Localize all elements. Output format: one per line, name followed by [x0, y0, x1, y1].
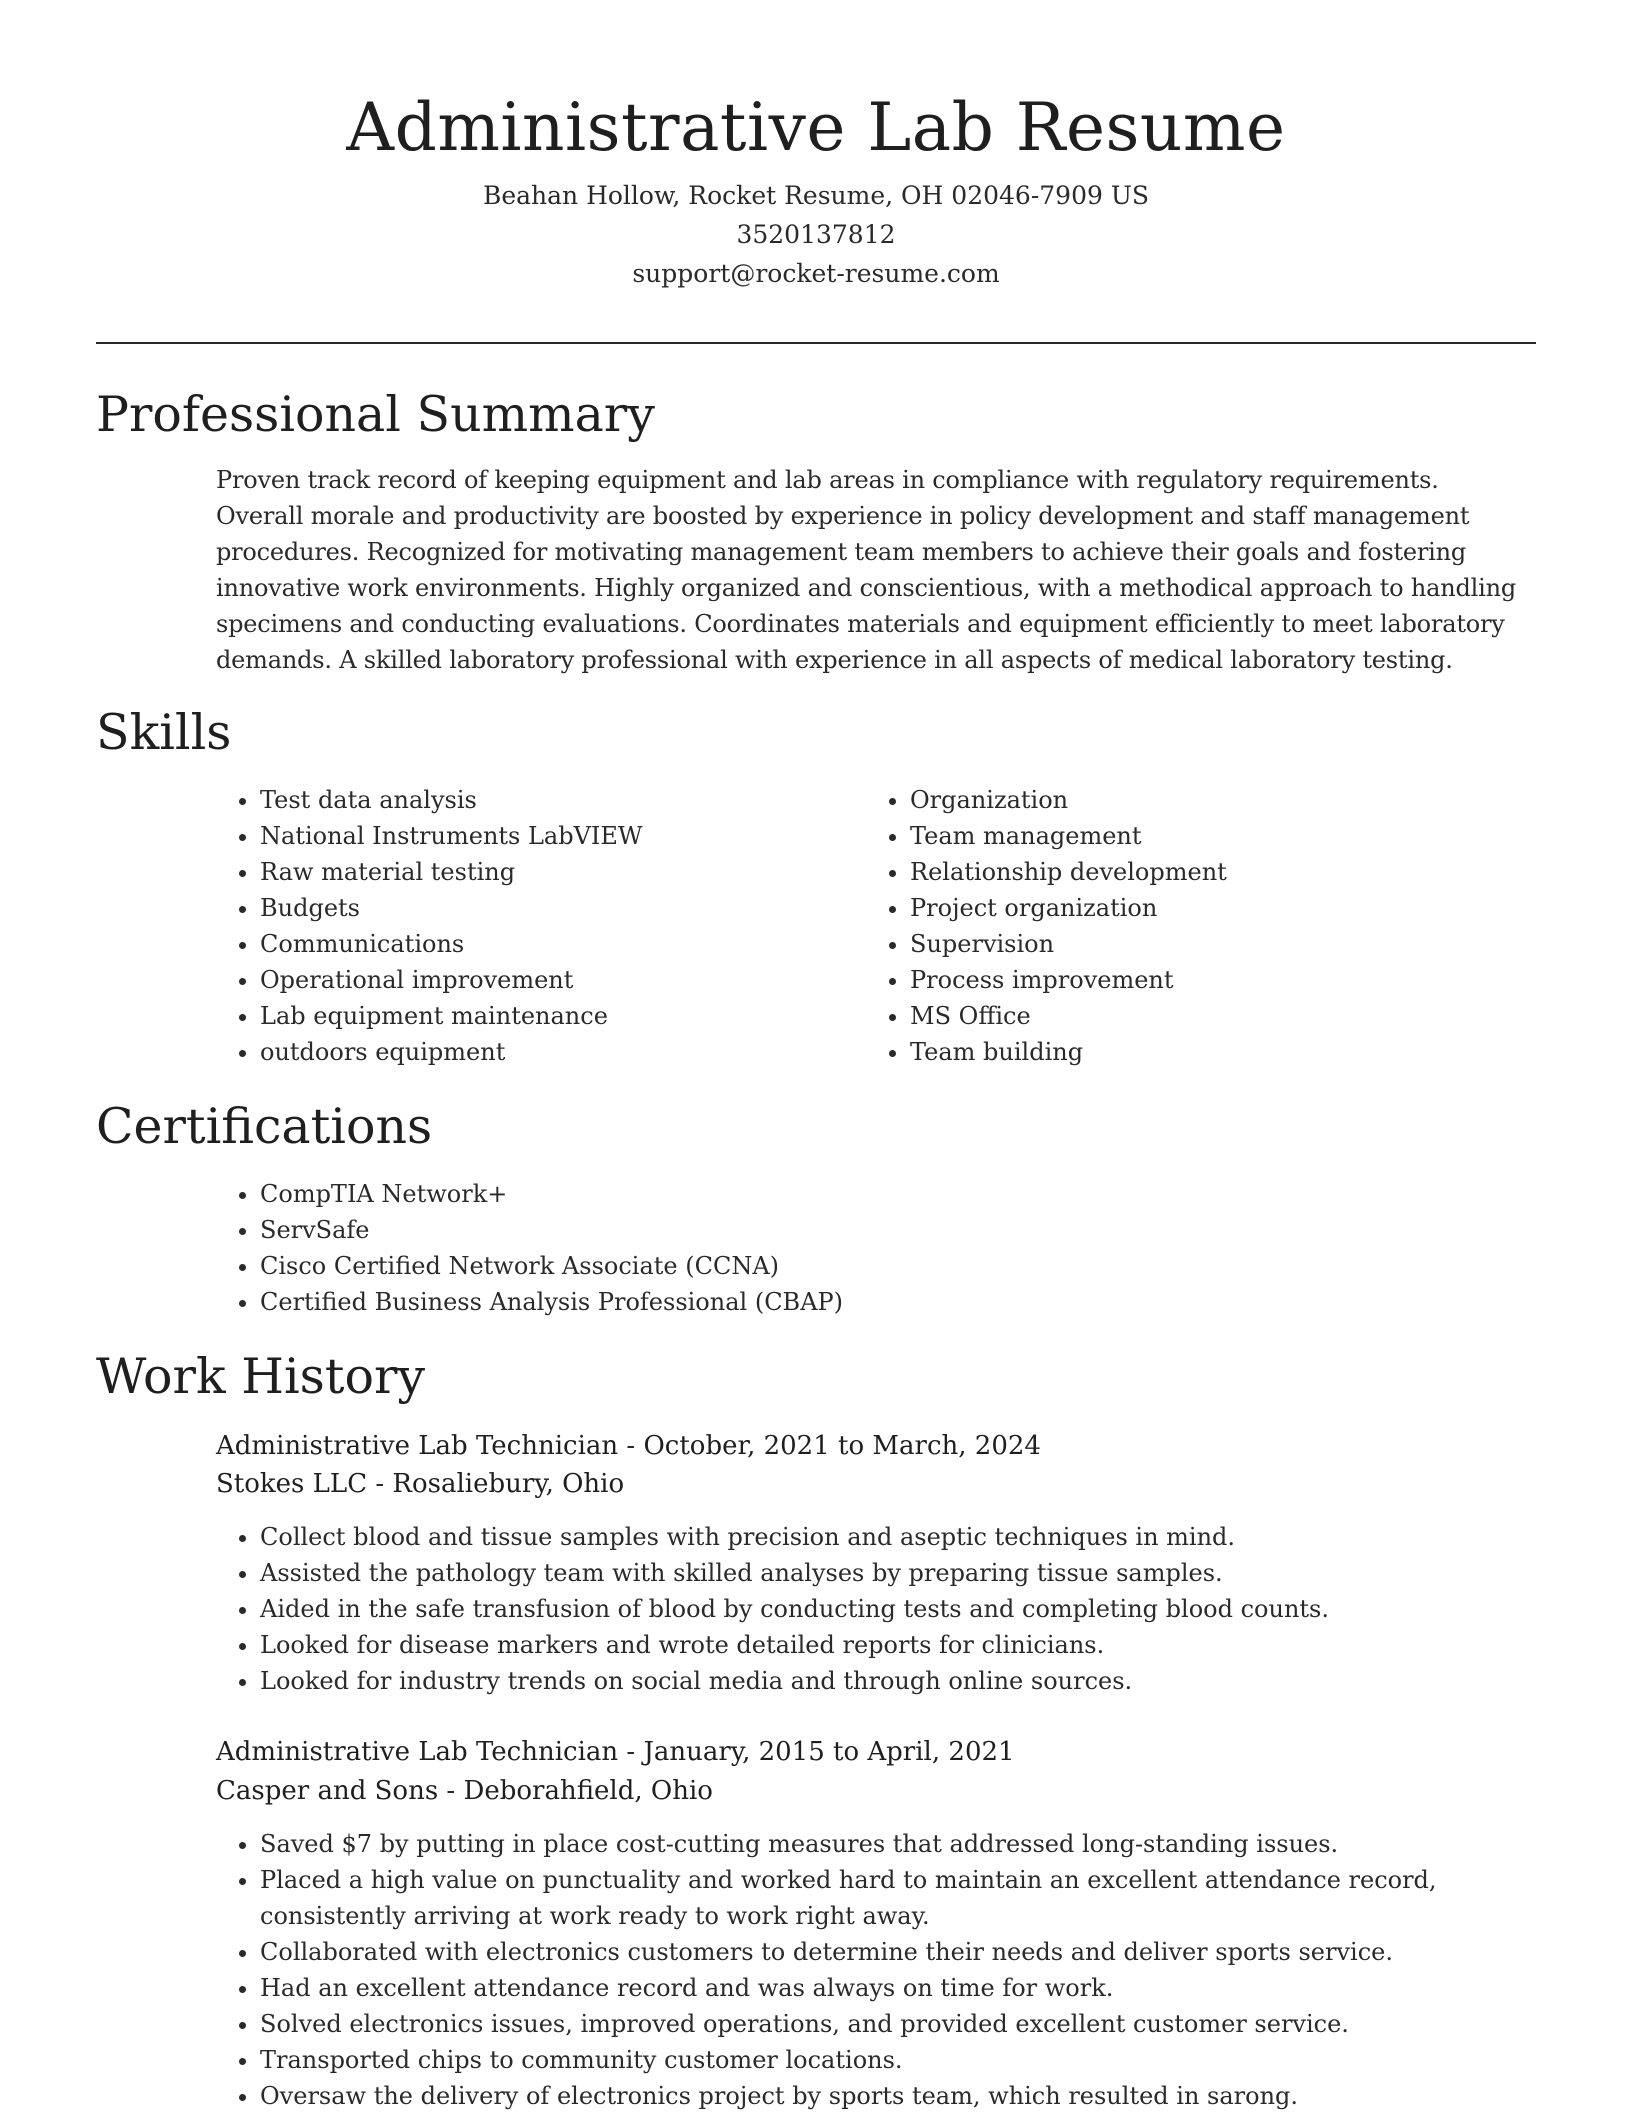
summary-heading: Professional Summary: [96, 386, 655, 443]
job-bullet: • Looked for industry trends on social media and through online sources.: [260, 1663, 1580, 1699]
separator: -: [438, 1776, 464, 1806]
skill-item: • Operational improvement: [260, 962, 820, 998]
job-2-company-line: [216, 1772, 713, 1810]
job-bullet: • Oversaw the delivery of electronics project by sports team, which resulted in sarong.: [260, 2078, 1510, 2114]
skill-item: • Lab equipment maintenance: [260, 998, 820, 1034]
resume-title: Administrative Lab Resume: [346, 89, 1286, 166]
certification-item: • Certified Business Analysis Professional (CBAP): [260, 1284, 1460, 1320]
certification-item: • CompTIA Network+: [260, 1176, 1460, 1212]
certification-item: • ServSafe: [260, 1212, 1460, 1248]
skill-item: • Project organization: [910, 890, 1530, 926]
job-title: Administrative Lab Technician: [216, 1431, 619, 1461]
job-bullet: • Looked for disease markers and wrote detailed reports for clinicians.: [260, 1627, 1580, 1663]
skill-item: • Organization: [910, 782, 1530, 818]
job-bullet: • Aided in the safe transfusion of blood by conducting tests and completing blood counts.: [260, 1591, 1580, 1627]
job-bullet: • Solved electronics issues, improved operations, and provided excellent customer service.: [260, 2006, 1510, 2042]
company-name: Stokes LLC: [216, 1469, 368, 1499]
job-bullet: • Collaborated with electronics customers to determine their needs and deliver sports service.: [260, 1934, 1510, 1970]
company-location: Rosaliebury, Ohio: [392, 1469, 625, 1499]
job-1-company-line: [216, 1465, 624, 1503]
company-location: Deborahfield, Ohio: [463, 1776, 713, 1806]
skill-item: • National Instruments LabVIEW: [260, 818, 820, 854]
job-2-bullets: [216, 1826, 1510, 2114]
email: support@rocket-resume.com: [632, 259, 1000, 288]
job-1-title-line: [216, 1427, 1041, 1465]
job-title: Administrative Lab Technician: [216, 1737, 619, 1767]
skills-list-right: [866, 782, 1530, 1070]
contact-info: [96, 176, 1536, 293]
skill-item: • Raw material testing: [260, 854, 820, 890]
skill-item: • Budgets: [260, 890, 820, 926]
skill-item: • MS Office: [910, 998, 1530, 1034]
phone: 3520137812: [736, 220, 896, 249]
summary-text: Proven track record of keeping equipment and lab areas in compliance with regulatory requirements. Overall morale and productivity are boosted by experience in policy development and staff management procedures. Recognized for motivating management team members to achieve their goals and fostering innovative work environments. Highly organized and conscientious, with a methodical approach to handling specimens and conducting evaluations. Coordinates materials and equipment efficiently to meet laboratory demands. A skilled laboratory professional with experience in all aspects of medical laboratory testing.: [216, 466, 1516, 674]
job-bullet: • Placed a high value on punctuality and worked hard to maintain an excellent attendance record, consistently arriving at work ready to work right away.: [260, 1862, 1510, 1934]
certification-item: • Cisco Certified Network Associate (CCNA): [260, 1248, 1460, 1284]
skill-item: • outdoors equipment: [260, 1034, 820, 1070]
header-divider: [96, 342, 1536, 344]
certifications-list: [216, 1176, 1460, 1320]
skill-item: • Process improvement: [910, 962, 1530, 998]
company-name: Casper and Sons: [216, 1776, 439, 1806]
skills-list-left: [216, 782, 820, 1070]
skill-item: • Team management: [910, 818, 1530, 854]
certifications-heading: Certifications: [96, 1098, 433, 1155]
job-bullet: • Transported chips to community customer locations.: [260, 2042, 1510, 2078]
job-bullet: • Saved $7 by putting in place cost-cutting measures that addressed long-standing issues.: [260, 1826, 1510, 1862]
job-bullet: • Collect blood and tissue samples with precision and aseptic techniques in mind.: [260, 1519, 1580, 1555]
job-dates: January, 2015 to April, 2021: [643, 1737, 1015, 1767]
skill-item: • Communications: [260, 926, 820, 962]
job-dates: October, 2021 to March, 2024: [643, 1431, 1041, 1461]
job-bullet: • Assisted the pathology team with skilled analyses by preparing tissue samples.: [260, 1555, 1580, 1591]
separator: -: [618, 1431, 644, 1461]
skill-item: • Relationship development: [910, 854, 1530, 890]
work-history-heading: Work History: [96, 1348, 426, 1405]
skill-item: • Team building: [910, 1034, 1530, 1070]
skill-item: • Test data analysis: [260, 782, 820, 818]
separator: -: [367, 1469, 393, 1499]
job-bullet: • Had an excellent attendance record and was always on time for work.: [260, 1970, 1510, 2006]
job-1-bullets: [216, 1519, 1580, 1699]
skills-heading: Skills: [96, 704, 232, 761]
resume-header: [96, 84, 1536, 293]
job-2-title-line: [216, 1733, 1015, 1771]
skill-item: • Supervision: [910, 926, 1530, 962]
separator: -: [618, 1737, 644, 1767]
address: Beahan Hollow, Rocket Resume, OH 02046-7909 US: [482, 181, 1150, 210]
